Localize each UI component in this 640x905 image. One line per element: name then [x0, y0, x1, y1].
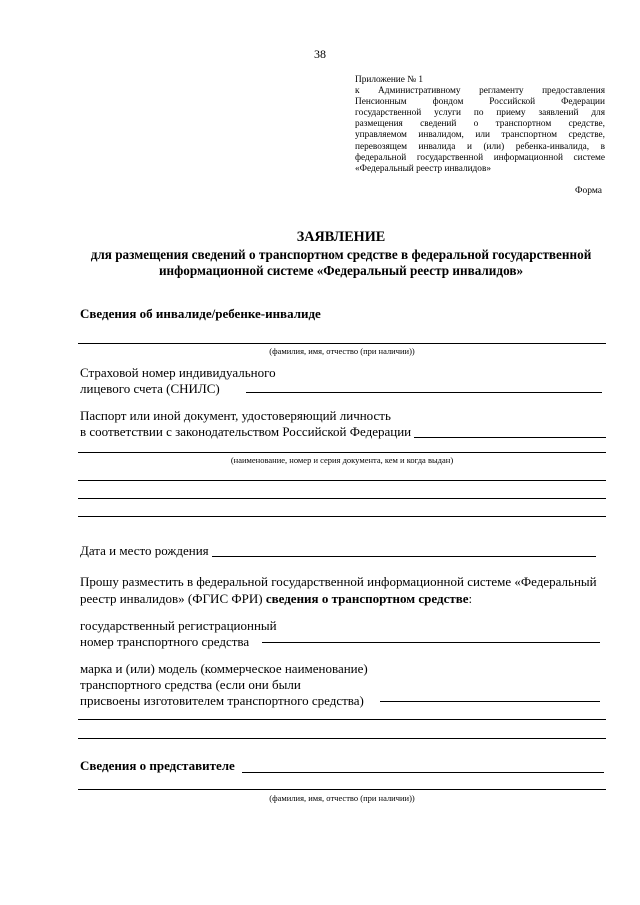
passport-field[interactable]: [414, 437, 606, 438]
annex-line: «Федеральный реестр инвалидов»: [355, 163, 491, 174]
passport-extra-line[interactable]: [78, 498, 606, 499]
snils-label-line2: лицевого счета (СНИЛС): [80, 381, 220, 396]
birth-field[interactable]: [212, 556, 596, 557]
passport-extra-line[interactable]: [78, 516, 606, 517]
request-text: Прошу разместить в федеральной государственной информационной системе «Федеральный реестр инвалидов» (ФГИС ФРИ) сведения о транспортном средстве:: [80, 574, 597, 606]
request-text-bold: сведения о транспортном средстве: [265, 591, 469, 606]
passport-extra-line[interactable]: [78, 480, 606, 481]
full-name-caption: (фамилия, имя, отчество (при наличии)): [269, 346, 415, 356]
birth-label: Дата и место рождения: [80, 543, 209, 558]
representative-name-field[interactable]: [78, 789, 606, 790]
reg-number-field[interactable]: [262, 642, 600, 643]
annex-line: государственной услуги по приему заявлений для: [355, 108, 605, 119]
passport-label-line2: в соответствии с законодательством Российской Федерации: [80, 424, 412, 439]
annex-line: к Административному регламенту предоставления: [355, 86, 605, 97]
annex-line: перевозящем инвалида и (или) ребенка-инвалида, в: [355, 141, 605, 152]
model-label-line1: марка и (или) модель (коммерческое наименование): [80, 661, 368, 676]
annex-block: [355, 75, 605, 175]
annex-line: размещения сведений о транспортном средстве,: [355, 119, 605, 130]
passport-caption: (наименование, номер и серия документа, кем и когда выдан): [230, 455, 454, 465]
representative-field[interactable]: [242, 772, 604, 773]
reg-number-label-line1: государственный регистрационный: [80, 618, 277, 633]
passport-label-line1: Паспорт или иной документ, удостоверяющий личность: [80, 408, 391, 423]
snils-field[interactable]: [246, 392, 602, 393]
model-label-line2: транспортного средства (если они были: [80, 677, 301, 692]
snils-label-line1: Страховой номер индивидуального: [80, 365, 276, 380]
section-heading-disabled-person: Сведения об инвалиде/ребенке-инвалиде: [80, 306, 321, 321]
full-name-field[interactable]: [78, 343, 606, 344]
model-label-line3: присвоены изготовителем транспортного средства): [80, 693, 364, 708]
document-title: ЗАЯВЛЕНИЕ: [296, 229, 386, 245]
model-extra-line[interactable]: [78, 738, 606, 739]
representative-name-caption: (фамилия, имя, отчество (при наличии)): [269, 793, 415, 803]
passport-field-line2[interactable]: [78, 452, 606, 453]
annex-line: управляемом инвалидом, или транспортном средстве,: [355, 130, 605, 141]
page-number: 38: [314, 47, 326, 61]
annex-line: федеральной государственной информационной системе: [355, 152, 605, 163]
form-label: Форма: [574, 186, 602, 196]
section-heading-representative: Сведения о представителе: [80, 758, 235, 773]
annex-title: Приложение № 1: [355, 75, 424, 85]
reg-number-label-line2: номер транспортного средства: [80, 634, 250, 649]
annex-line: Пенсионным фондом Российской Федерации: [355, 97, 605, 108]
model-field[interactable]: [380, 701, 600, 702]
model-extra-line[interactable]: [78, 719, 606, 720]
document-subtitle: для размещения сведений о транспортном средстве в федеральной государственной информационной системе «Федеральный реестр инвалидов»: [90, 247, 592, 278]
